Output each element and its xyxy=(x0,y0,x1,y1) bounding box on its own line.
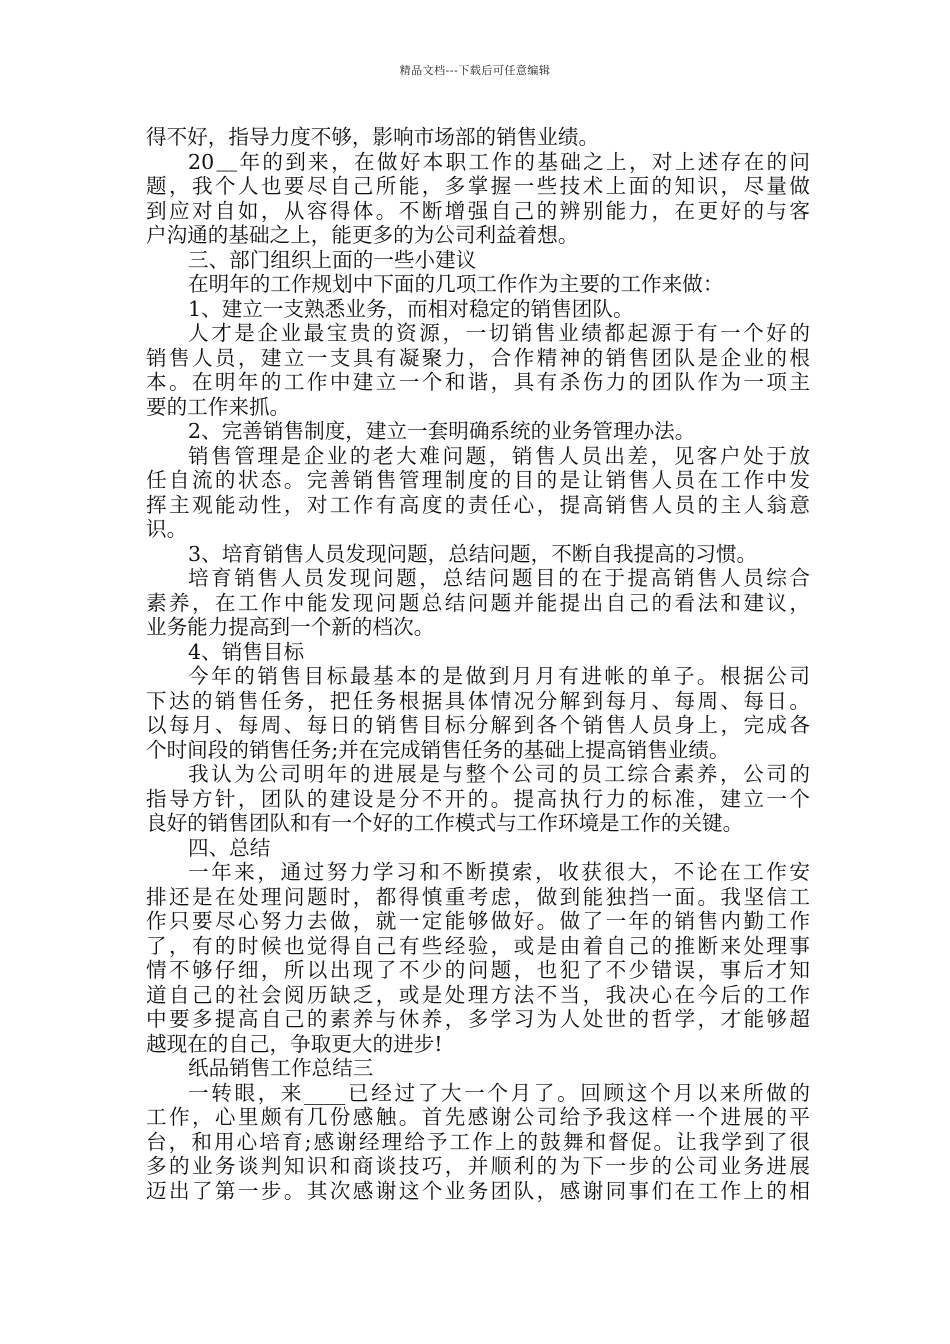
text-line: 良好的销售团队和有一个好的工作模式与工作环境是工作的关键。 xyxy=(146,811,744,835)
text-line: 我认为公司明年的进展是与整个公司的员工综合素养，公司的 xyxy=(188,762,810,786)
text-line: 2、完善销售制度，建立一套明确系统的业务管理办法。 xyxy=(188,419,696,443)
text-line: 业务能力提高到一个新的档次。 xyxy=(146,615,435,639)
text-line: 多的业务谈判知识和商谈技巧，并顺利的为下一步的公司业务进展 xyxy=(146,1154,810,1178)
text-line: 1、建立一支熟悉业务，而相对稳定的销售团队。 xyxy=(188,296,634,321)
text-line: 培育销售人员发现问题，总结问题目的在于提高销售人员综合 xyxy=(188,566,810,590)
text-line: 销售管理是企业的老大难问题，销售人员出差，见客户处于放 xyxy=(188,443,810,468)
text-line: 得不好，指导力度不够，影响市场部的销售业绩。 xyxy=(146,125,600,149)
document-body xyxy=(146,125,810,1203)
text-line: 20＿年的到来，在做好本职工作的基础之上，对上述存在的问 xyxy=(188,149,810,174)
text-line: 下达的销售任务，把任务根据具体情况分解到每月、每周、每日。 xyxy=(146,688,810,713)
text-line: 一年来，通过努力学习和不断摸索，收获很大，不论在工作安 xyxy=(188,860,810,884)
text-line: 任自流的状态。完善销售管理制度的目的是让销售人员在工作中发 xyxy=(146,468,810,492)
text-line: 工作，心里颇有几份感触。首先感谢公司给予我这样一个进展的平 xyxy=(146,1105,810,1129)
text-line: 以每月、每周、每日的销售目标分解到各个销售人员身上，完成各 xyxy=(146,713,810,737)
text-line: 情不够仔细，所以出现了不少的问题，也犯了不少错误，事后才知 xyxy=(146,958,810,982)
text-line: 销售人员，建立一支具有凝聚力，合作精神的销售团队是企业的根 xyxy=(146,345,810,370)
text-line: 本。在明年的工作中建立一个和谐，具有杀伤力的团队作为一项主 xyxy=(146,370,810,394)
text-line: 到应对自如，从容得体。不断增强自己的辨别能力，在更好的与客 xyxy=(146,198,810,223)
text-line: 三、部门组织上面的一些小建议 xyxy=(188,247,477,272)
text-line: 指导方针，团队的建设是分不开的。提高执行力的标准，建立一个 xyxy=(146,786,810,811)
text-line: 要的工作来抓。 xyxy=(146,394,291,419)
text-line: 今年的销售目标最基本的是做到月月有进帐的单子。根据公司 xyxy=(188,664,810,688)
text-line: 在明年的工作规划中下面的几项工作作为主要的工作来做： xyxy=(188,272,724,296)
text-line: 了，有的时候也觉得自己有些经验，或是由着自己的推断来处理事 xyxy=(146,933,810,958)
text-line: 中要多提高自己的素养与休养，多学习为人处世的哲学，才能够超 xyxy=(146,1007,810,1031)
text-line: 排还是在处理问题时，都得慎重考虑，做到能独挡一面。我坚信工 xyxy=(146,884,810,909)
text-line: 四、总结 xyxy=(188,835,271,860)
text-line: 迈出了第一步。其次感谢这个业务团队，感谢同事们在工作上的相 xyxy=(146,1178,810,1203)
text-line: 道自己的社会阅历缺乏，或是处理方法不当，我决心在今后的工作 xyxy=(146,982,810,1007)
text-line: 素养，在工作中能发现问题总结问题并能提出自己的看法和建议， xyxy=(146,590,810,615)
text-line: 纸品销售工作总结三 xyxy=(188,1056,374,1080)
text-line: 户沟通的基础之上，能更多的为公司利益着想。 xyxy=(146,223,579,247)
text-line: 3、培育销售人员发现问题，总结问题，不断自我提高的习惯。 xyxy=(188,541,758,566)
text-line: 作只要尽心努力去做，就一定能够做好。做了一年的销售内勤工作 xyxy=(146,909,810,933)
page-header: 精品文档---下载后可任意编辑 xyxy=(399,64,551,77)
text-line: 挥主观能动性，对工作有高度的责任心，提高销售人员的主人翁意 xyxy=(146,492,810,517)
text-line: 4、销售目标 xyxy=(188,639,305,664)
text-line: 台，和用心培育;感谢经理给予工作上的鼓舞和督促。让我学到了很 xyxy=(146,1129,810,1154)
text-line: 个时间段的销售任务;并在完成销售任务的基础上提高销售业绩。 xyxy=(146,737,730,762)
text-line: 人才是企业最宝贵的资源，一切销售业绩都起源于有一个好的 xyxy=(188,321,810,345)
text-line: 越现在的自己，争取更大的进步! xyxy=(146,1031,443,1056)
text-line: 识。 xyxy=(146,517,188,541)
text-line: 题，我个人也要尽自己所能，多掌握一些技术上面的知识，尽量做 xyxy=(146,174,810,198)
text-line: 一转眼，来____已经过了大一个月了。回顾这个月以来所做的 xyxy=(188,1080,810,1105)
